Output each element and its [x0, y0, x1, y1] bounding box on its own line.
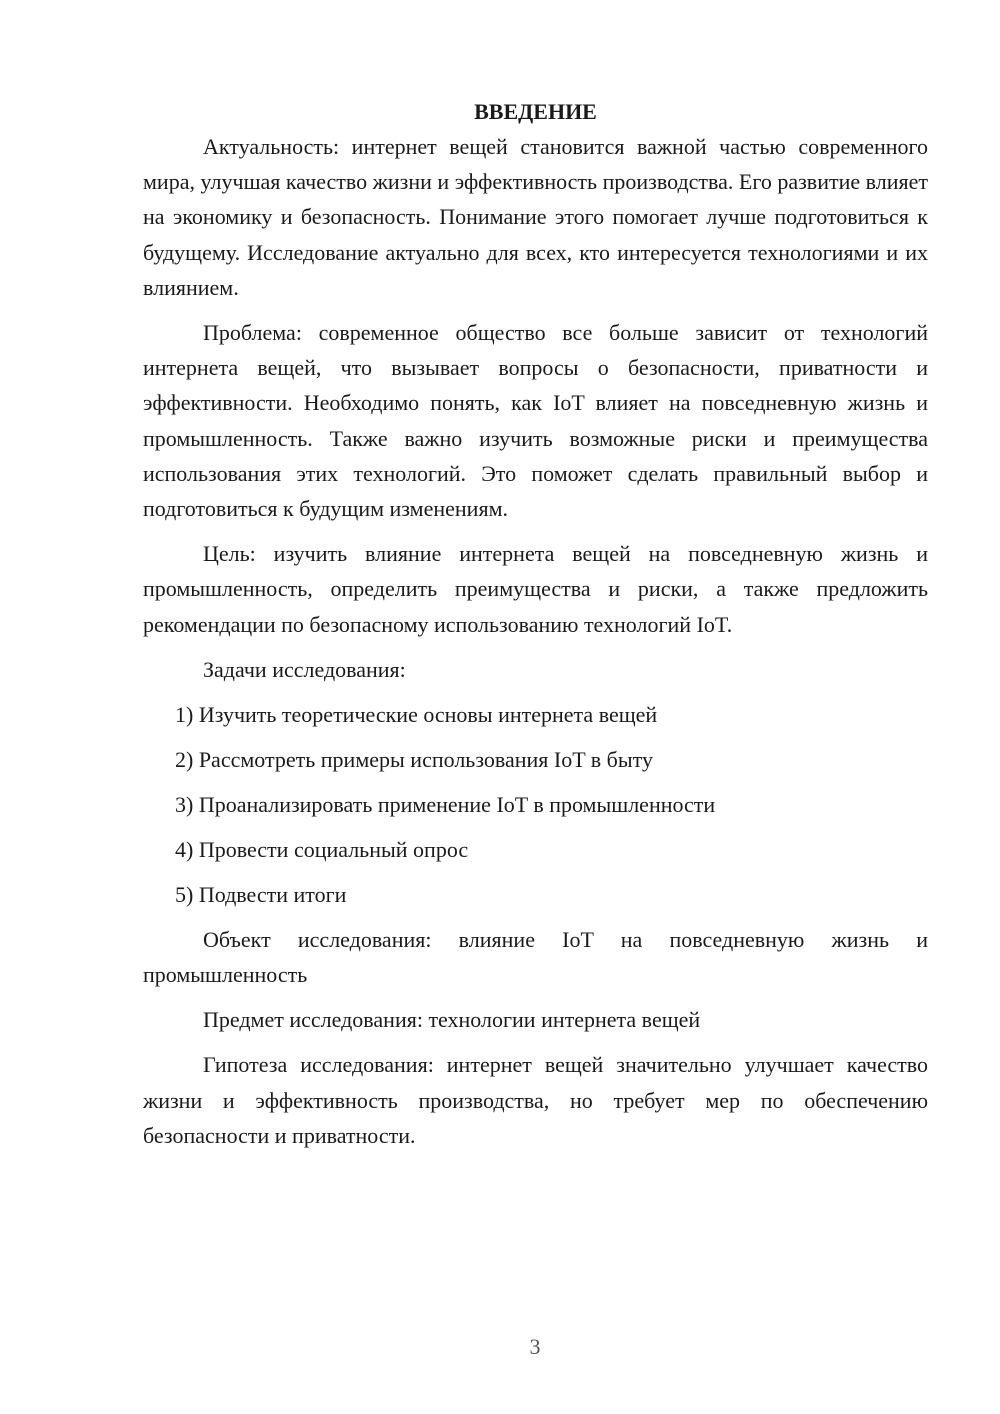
list-item: 4) Провести социальный опрос — [175, 836, 469, 862]
list-item: 5) Подвести итоги — [175, 881, 347, 907]
paragraph-subject: Предмет исследования: технологии интернета вещей — [203, 1007, 701, 1033]
list-item: 3) Проанализировать применение IoT в промышленности — [175, 791, 716, 817]
page-title: ВВЕДЕНИЕ — [474, 99, 597, 124]
tasks-list — [143, 697, 928, 912]
paragraph-problem: Проблема: современное общество все больше зависит от технологий интернета вещей, что вызывает вопросы о безопасности, приватности и эффективности. Необходимо понять, как IoT влияет на повседневную жизнь и промышленность. Также важно изучить возможные риски и преимущества использования этих технологий. Это поможет сделать правильный выбор и подготовиться к будущим изменениям. — [143, 320, 928, 522]
paragraph-relevance: Актуальность: интернет вещей становится важной частью современного мира, улучшая качество жизни и эффективность производства. Его развитие влияет на экономику и безопасность. Понимание этого помогает лучше подготовиться к будущему. Исследование актуально для всех, кто интересуется технологиями и их влиянием. — [143, 134, 928, 300]
tasks-heading: Задачи исследования: — [203, 656, 406, 682]
list-item: 2) Рассмотреть примеры использования IoT в быту — [175, 746, 653, 772]
paragraph-goal: Цель: изучить влияние интернета вещей на повседневную жизнь и промышленность, определить преимущества и риски, а также предложить рекомендации по безопасному использованию технологий IoT. — [143, 541, 928, 637]
paragraph-object: Объект исследования: влияние IoT на повседневную жизнь и промышленность — [143, 926, 928, 988]
page-number: 3 — [529, 1334, 541, 1359]
paragraph-hypothesis: Гипотеза исследования: интернет вещей значительно улучшает качество жизни и эффективность производства, но требует мер по обеспечению безопасности и приватности. — [143, 1052, 928, 1148]
list-item: 1) Изучить теоретические основы интернета вещей — [175, 701, 658, 727]
document-page — [143, 94, 928, 1153]
